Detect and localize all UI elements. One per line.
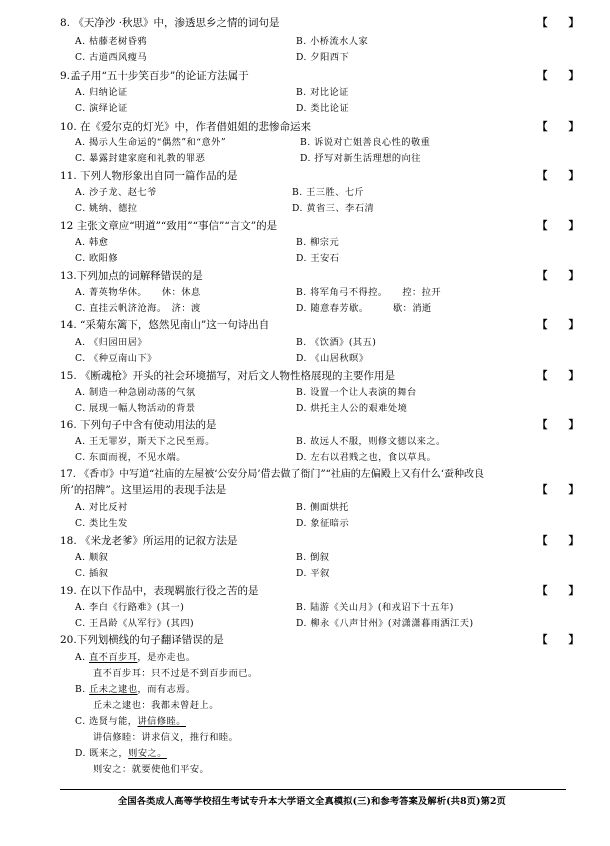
q20-option-b xyxy=(75,684,196,696)
page-footer: 全国各类成人高等学校招生考试专升本大学语文全真模拟(三)和参考答案及解析(共8页)第2页 xyxy=(117,796,507,807)
option-a: A. 韩愈 xyxy=(75,237,109,248)
answer-bracket[interactable]: 【 】 xyxy=(537,17,579,29)
option-c: C. 暴露封建家庭和礼教的罪恶 xyxy=(75,153,206,164)
option-a: A. 对比反衬 xyxy=(75,502,128,513)
answer-bracket[interactable]: 【 】 xyxy=(537,370,579,382)
option-d: D. 抒写对新生活理想的向往 xyxy=(300,153,421,164)
question-11: 11. 下列人物形象出自同一篇作品的是 xyxy=(60,170,238,182)
option-d: D. 平叙 xyxy=(296,568,330,579)
underlined-sentence: 直不百步耳 xyxy=(88,652,138,663)
option-label: C. 选贤与能， xyxy=(75,716,138,727)
option-d: D. 随意春芳歇。 歇：消逝 xyxy=(296,303,432,314)
question-8: 8. 《天净沙 ·秋思》中，渗透思乡之情的词句是 xyxy=(60,17,280,29)
question-18: 18. 《米龙老爹》所运用的记叙方法是 xyxy=(60,535,238,547)
underlined-sentence: 则安之。 xyxy=(128,748,167,759)
q20-translation-d: 则安之：就要使他们平安。 xyxy=(93,764,210,775)
option-b: B. 倒叙 xyxy=(296,552,330,563)
option-b: B. 王三胜、七斤 xyxy=(292,187,365,198)
option-a: A. 菁英物华休。 休：休息 xyxy=(75,287,201,298)
option-a: A. 王无罪岁，斯天下之民至焉。 xyxy=(75,436,215,447)
option-label: A. xyxy=(75,652,89,663)
option-b: B. 《饮酒》(其五) xyxy=(296,337,377,348)
footer-divider xyxy=(60,789,566,790)
underlined-sentence: 讲信修睦。 xyxy=(137,716,186,727)
option-a: A. 李白《行路难》(其一) xyxy=(75,602,185,613)
answer-bracket[interactable]: 【 】 xyxy=(537,585,579,597)
question-17-continued: 所’的招牌”。这里运用的表现手法是 xyxy=(60,484,227,496)
option-c: C. 演绎论证 xyxy=(75,103,128,114)
option-d: D. 柳永《八声甘州》(对潇潇暮雨洒江天) xyxy=(296,618,474,629)
option-a: A. 顺叙 xyxy=(75,552,109,563)
option-b: B. 侧面烘托 xyxy=(296,502,349,513)
option-c: C. 欧阳修 xyxy=(75,253,119,264)
question-16: 16. 下列句子中含有使动用法的是 xyxy=(60,419,217,431)
q20-translation-c: 讲信修睦：讲求信义，推行和睦。 xyxy=(93,732,239,743)
question-9: 9.孟子用“五十步笑百步”的论证方法属于 xyxy=(60,70,249,82)
option-d: D. 黄省三、李石清 xyxy=(292,203,375,214)
option-b: B. 诉说对亡姐善良心性的敬重 xyxy=(300,137,431,148)
question-10: 10. 在《爱尔克的灯光》中，作者借姐姐的悲惨命运来 xyxy=(60,121,312,133)
question-17: 17. 《香市》中写道“社庙的左屋被‘公安分局’借去做了衙门”“社庙的左偏殿上又有什么‘蚕种改良 xyxy=(60,469,484,480)
option-c: C. 类比生发 xyxy=(75,518,128,529)
answer-bracket[interactable]: 【 】 xyxy=(537,419,579,431)
option-a: A. 枯藤老树昏鸦 xyxy=(75,36,148,47)
question-19: 19. 在以下作品中，表现羁旅行役之苦的是 xyxy=(60,585,259,597)
option-b: B. 对比论证 xyxy=(296,87,349,98)
option-d: D. 象征暗示 xyxy=(296,518,350,529)
option-a: A. 揭示人生命运的“偶然”和“意外” xyxy=(75,137,227,148)
option-b: B. 小桥流水人家 xyxy=(296,36,369,47)
option-label: B. xyxy=(75,684,90,695)
option-a: A. 沙子龙、赵七爷 xyxy=(75,187,157,198)
option-b: B. 故远人不服，则修文德以来之。 xyxy=(296,436,446,447)
question-13: 13.下列加点的词解释错误的是 xyxy=(60,270,203,282)
question-12: 12 主张文章应“明道”“致用”“事信”“言文”的是 xyxy=(60,220,278,232)
option-c: C. 展现一幅人物活动的背景 xyxy=(75,403,196,414)
option-b: B. 陆游《关山月》(和戎诏下十五年) xyxy=(296,602,454,613)
option-c: C. 古道西风瘦马 xyxy=(75,52,148,63)
option-b: B. 柳宗元 xyxy=(296,237,340,248)
option-d: D. 王安石 xyxy=(296,253,340,264)
option-c: C. 王昌龄《从军行》(其四) xyxy=(75,618,195,629)
answer-bracket[interactable]: 【 】 xyxy=(537,535,579,547)
question-20: 20.下列划横线的句子翻译错误的是 xyxy=(60,634,224,646)
question-15: 15. 《断魂枪》开头的社会环境描写，对后文人物性格展现的主要作用是 xyxy=(60,370,396,382)
answer-bracket[interactable]: 【 】 xyxy=(537,220,579,232)
option-c: C. 直挂云帆济沧海。 济：渡 xyxy=(75,303,201,314)
q20-translation-a: 直不百步耳：只不过是不到百步而已。 xyxy=(93,668,258,679)
option-b: B. 设置一个让人表演的舞台 xyxy=(296,387,417,398)
answer-bracket[interactable]: 【 】 xyxy=(537,319,579,331)
q20-option-a xyxy=(75,652,196,664)
option-c: C. 《种豆南山下》 xyxy=(75,353,157,364)
option-c: C. 姚纳、德拉 xyxy=(75,203,138,214)
option-d: D. 夕阳西下 xyxy=(296,52,350,63)
answer-bracket[interactable]: 【 】 xyxy=(537,270,579,282)
option-a: A. 归纳论证 xyxy=(75,87,128,98)
option-d: D. 《山居秋暝》 xyxy=(296,353,369,364)
option-d: D. 左右以君贱之也，食以草具。 xyxy=(296,452,437,463)
option-b: B. 将军角弓不得控。 控：拉开 xyxy=(296,287,442,298)
underlined-sentence: 丘未之逮也 xyxy=(89,684,138,695)
option-rest: ，是亦走也。 xyxy=(137,652,196,663)
answer-bracket[interactable]: 【 】 xyxy=(537,70,579,82)
answer-bracket[interactable]: 【 】 xyxy=(537,634,579,646)
answer-bracket[interactable]: 【 】 xyxy=(537,121,579,133)
question-14: 14. “采菊东篱下，悠然见南山”这一句诗出自 xyxy=(60,319,270,331)
answer-bracket[interactable]: 【 】 xyxy=(537,484,579,496)
option-a: A. 制造一种急剧动荡的气氛 xyxy=(75,387,196,398)
q20-translation-b: 丘未之逮也：我都未曾赶上。 xyxy=(93,700,219,711)
q20-option-d xyxy=(75,748,167,760)
option-c: C. 插叙 xyxy=(75,568,109,579)
option-d: D. 类比论证 xyxy=(296,103,350,114)
option-d: D. 烘托主人公的艰难处境 xyxy=(296,403,408,414)
option-rest: ，而有志焉。 xyxy=(137,684,196,695)
option-label: D. 既来之， xyxy=(75,748,129,759)
option-c: C. 东面而视，不见水端。 xyxy=(75,452,186,463)
answer-bracket[interactable]: 【 】 xyxy=(537,170,579,182)
q20-option-c xyxy=(75,716,186,728)
option-a: A. 《归园田居》 xyxy=(75,337,148,348)
